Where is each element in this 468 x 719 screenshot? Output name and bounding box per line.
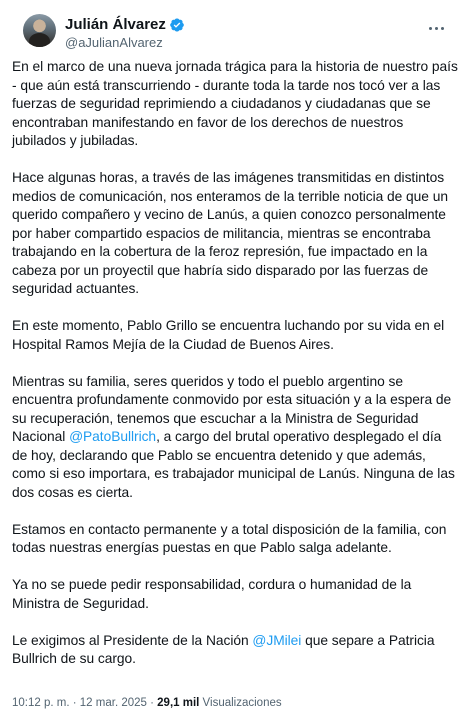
post-time[interactable]: 10:12 p. m. [12,697,70,709]
paragraph-4 [12,373,458,503]
paragraph-4-end: , a cargo del brutal operativo desplegado el día de hoy, declarando que Pablo se encuentra detenido y que además, como si eso importara, es trabajador municipal de Lanús. Ninguna de las dos cosas es cierta. [12,429,455,500]
paragraph-1: En el marco de una nueva jornada trágica para la historia de nuestro país - que aún está transcurriendo - durante toda la tarde nos tocó ver a las fuerzas de seguridad reprimiendo a ciudadanos y ciudadanas que se encontraban manifestando en favor de los derechos de nuestros jubilados y jubiladas. [12,59,458,148]
name-row [65,16,185,34]
post-text [12,58,458,687]
paragraph-5: Estamos en contacto permanente y a total disposición de la familia, con todas nuestras energías puestas en que Pablo salga adelante. [12,521,447,555]
more-options-icon[interactable] [426,18,446,38]
mention-jmilei[interactable]: @JMilei [252,632,302,648]
post-header [12,0,456,58]
author-handle[interactable]: @aJulianAlvarez [65,35,163,50]
post-meta [12,696,282,710]
views-label: Visualizaciones [199,697,282,709]
paragraph-4-start: Mientras su familia, seres queridos y todo el pueblo argentino se encuentra profundamente conmovido por esta situación y a la espera de su recuperación, tenemos que escuchar a la Ministra de Seguridad Nacional [12,373,452,444]
views-count: 29,1 mil [157,697,200,709]
paragraph-6: Ya no se puede pedir responsabilidad, cordura o humanidad de la Ministra de Seguridad. [12,577,412,611]
post-date[interactable]: 12 mar. 2025 [79,697,147,709]
meta-separator-2: · [146,697,158,709]
paragraph-3: En este momento, Pablo Grillo se encuentra luchando por su vida en el Hospital Ramos Mejía de la Ciudad de Buenos Aires. [12,318,445,352]
paragraph-7-start: Le exigimos al Presidente de la Nación [12,632,253,648]
author-block [65,16,185,51]
paragraph-7 [12,632,458,669]
meta-separator: · [69,697,80,709]
author-name[interactable]: Julián Álvarez [65,16,166,33]
verified-badge-icon[interactable] [169,17,185,33]
paragraph-7-end: que separe a Patricia Bullrich de su cargo. [12,632,435,666]
mention-patobullrich[interactable]: @PatoBullrich [69,429,157,444]
avatar[interactable] [23,14,56,47]
paragraph-2: Hace algunas horas, a través de las imágenes transmitidas en distintos medios de comunicación, nos enteramos de la terrible noticia de que un querido compañero y vecino de Lanús, a quien conozco personalmente por haber compartido espacios de militancia, mientras se encontraba trabajando en la cobertura de la feroz represión, fue impactado en la cabeza por un proyectil que habría sido disparado por las fuerzas de seguridad actuantes. [12,170,448,296]
